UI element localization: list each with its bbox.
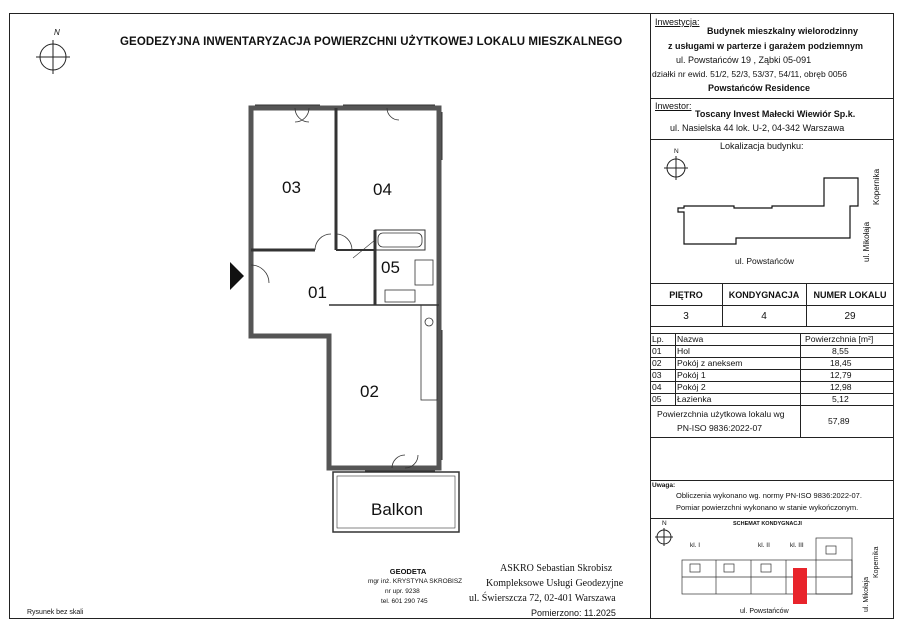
schema-street-right-2: Kopernika [873,546,880,578]
row-area: 12,79 [830,370,852,380]
investment-parcels: działki nr ewid. 51/2, 52/3, 53/37, 54/11, obręb 0056 [652,69,848,79]
schema-north-label: N [662,520,667,527]
row-lp: 05 [652,394,662,404]
location-street-right-2: Kopernika [872,168,881,205]
row-name: Hol [677,346,690,356]
unit-storey-value: 4 [761,310,767,322]
investment-label: Inwestycja: [655,17,700,27]
row-area: 18,45 [830,358,852,368]
investment-name: Powstańców Residence [708,83,811,93]
unit-header-number: NUMER LOKALU [813,289,887,300]
balcony-label: Balkon [371,500,423,519]
area-header-lp: Lp. [652,334,664,344]
room-label-05: 05 [381,258,400,277]
schema-street-bottom: ul. Powstańców [740,608,789,615]
area-header-name: Nazwa [677,334,704,344]
notes-label: Uwaga: [652,482,676,489]
measured-date: Pomierzono: 11.2025 [531,608,616,618]
row-area: 12,98 [830,382,852,392]
row-name: Łazienka [677,394,712,404]
company-line-1: ASKRO Sebastian Skrobisz [500,563,613,574]
total-label-2: PN-ISO 9836:2022-07 [677,423,763,433]
notes-line-1: Obliczenia wykonano wg. normy PN-ISO 9836:2022-07. [676,491,862,500]
floor-plan [225,100,465,540]
investor-label: Inwestor: [655,101,692,111]
row-lp: 02 [652,358,662,368]
unit-number-value: 29 [844,310,856,322]
building-outline [672,172,862,252]
company-line-3: ul. Świerszcza 72, 02-401 Warszawa [469,593,616,604]
geodeta-label: GEODETA [389,567,427,576]
room-label-02: 02 [360,382,379,401]
unit-header-storey: KONDYGNACJA [728,289,800,300]
location-label: Lokalizacja budynku: [720,141,804,151]
geodeta-name: mgr inż. KRYSTYNA SKROBISZ [368,578,463,585]
investment-line-2: z usługami w parterze i garażem podziemnym [668,41,864,51]
location-street-bottom: ul. Powstańców [735,256,795,266]
row-lp: 01 [652,346,662,356]
row-name: Pokój 1 [677,370,706,380]
geodeta-phone: tel. 601 290 745 [381,598,428,605]
schema-diagram [676,534,866,606]
row-lp: 04 [652,382,662,392]
area-header-area: Powierzchnia [m²] [805,334,874,344]
notes-line-2: Pomiar powierzchni wykonano w stanie wykończonym. [676,503,859,512]
row-lp: 03 [652,370,662,380]
schema-title: SCHEMAT KONDYGNACJI [733,521,802,527]
row-area: 5,12 [832,394,849,404]
schema-kl2: kl. II [758,542,770,549]
page-title: GEODEZYJNA INWENTARYZACJA POWIERZCHNI UŻYTKOWEJ LOKALU MIESZKALNEGO [120,36,623,48]
schema-kl3: kl. III [790,542,804,549]
investment-line-1: Budynek mieszkalny wielorodzinny [707,26,859,36]
north-arrow-icon [36,28,76,78]
row-name: Pokój 2 [677,382,706,392]
investment-address: ul. Powstańców 19 , Ząbki 05-091 [676,55,812,65]
location-north-label: N [674,148,679,155]
unit-header-floor: PIĘTRO [669,289,703,300]
unit-floor-value: 3 [683,310,689,322]
total-label-1: Powierzchnia użytkowa lokalu wg [657,409,785,419]
scale-note: Rysunek bez skali [27,609,84,616]
row-name: Pokój z aneksem [677,358,743,368]
entrance-arrow-icon [230,262,244,295]
schema-kl1: kl. I [690,542,701,549]
company-line-2: Kompleksowe Usługi Geodezyjne [486,578,624,589]
location-street-right-1: ul. Mikołaja [862,221,871,262]
north-label: N [54,28,60,37]
room-label-04: 04 [373,180,392,199]
room-label-03: 03 [282,178,301,197]
room-label-01: 01 [308,283,327,302]
schema-street-right-1: ul. Mikołaja [863,576,870,612]
investor-name: Toscany Invest Małecki Wiewiór Sp.k. [695,109,856,119]
row-area: 8,55 [832,346,849,356]
investor-address: ul. Nasielska 44 lok. U-2, 04-342 Warszawa [670,123,845,133]
total-value: 57,89 [828,416,850,426]
geodeta-license: nr upr. 9238 [385,588,420,595]
